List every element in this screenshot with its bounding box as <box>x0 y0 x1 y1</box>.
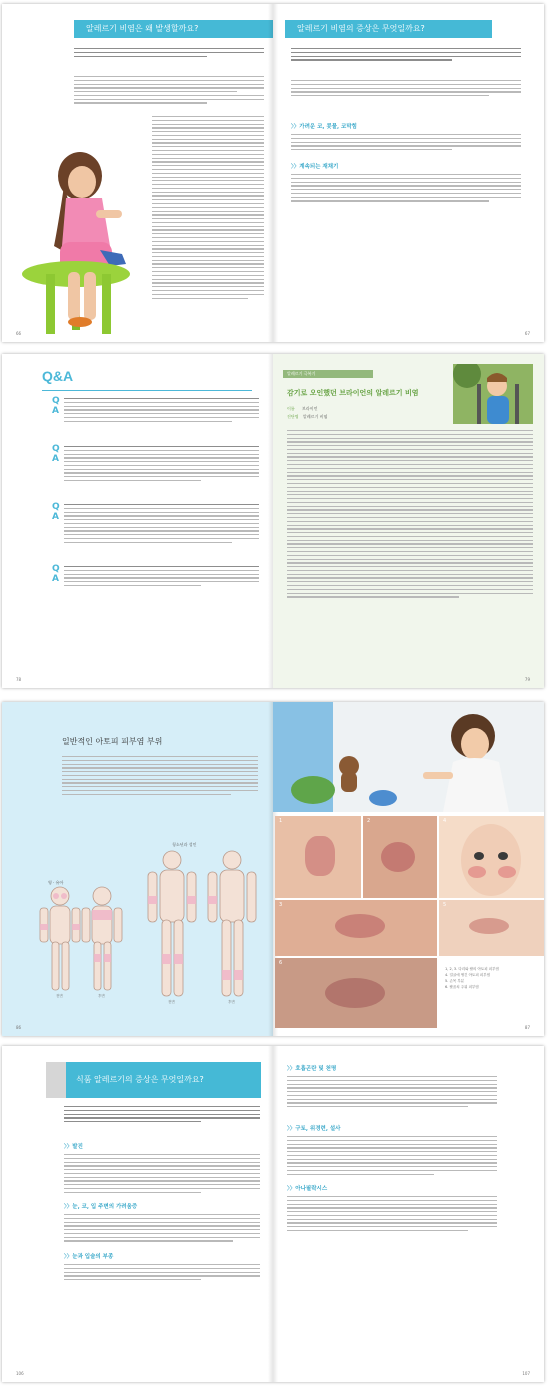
spread-food-allergy <box>2 1046 544 1382</box>
a-marker: A <box>52 574 59 584</box>
page-66 <box>2 4 273 342</box>
photo-captions <box>445 966 540 990</box>
qa-item-3 <box>52 502 259 546</box>
body-text <box>287 1196 497 1234</box>
body-text <box>287 1136 497 1178</box>
body-text <box>64 1154 260 1196</box>
subheading-swelling: 〉〉눈과 입술의 부종 <box>64 1254 114 1260</box>
boy-playground-photo <box>453 364 533 424</box>
question-text <box>64 446 259 447</box>
qa-title: Q&A <box>42 368 74 384</box>
body-text <box>74 76 264 106</box>
page-number: 106 <box>16 1371 24 1376</box>
page-78 <box>2 354 273 688</box>
label-adult: 영 · 유아 <box>48 880 64 885</box>
page-number: 87 <box>524 1025 530 1030</box>
subheading-vomiting: 〉〉구토, 위경련, 설사 <box>287 1126 341 1132</box>
photo-number: 3 <box>279 902 283 908</box>
q-marker: Q <box>52 502 60 512</box>
page-106 <box>2 1046 273 1382</box>
spread-allergic-rhinitis <box>2 4 544 342</box>
q-marker: Q <box>52 444 60 454</box>
section-title-banner: 알레르기 비염의 증상은 무엇일까요? <box>285 20 492 38</box>
answer-text <box>64 450 259 481</box>
subheading-breathing: 〉〉호흡곤란 및 천명 <box>287 1066 337 1072</box>
profile-name <box>287 406 317 412</box>
photo-number: 2 <box>367 818 371 824</box>
story-label-tag: 알레르기 극복기 <box>283 370 373 378</box>
intro-text <box>291 48 521 63</box>
skin-photo-2 <box>363 816 437 898</box>
section-title-banner: 식품 알레르기의 증상은 무엇일까요? <box>66 1062 261 1098</box>
a-marker: A <box>52 406 59 416</box>
banner-grey <box>46 1062 66 1098</box>
page-number: 79 <box>524 677 530 682</box>
caption: 6. 팔꿈치 주위 피부염 <box>445 985 479 989</box>
skin-photo-3 <box>275 900 437 956</box>
body-text <box>291 80 521 99</box>
photo-number: 1 <box>279 818 283 824</box>
answer-text <box>64 570 259 586</box>
skin-photo-4-face <box>439 816 544 898</box>
body-text <box>62 756 258 798</box>
skin-photo-6-elbow <box>275 958 437 1028</box>
skin-photo-5-wrist <box>439 900 544 956</box>
diagnosis-value: 알레르기 비염 <box>302 414 328 419</box>
intro-text <box>74 48 264 59</box>
spread-qa <box>2 354 544 688</box>
fig-label: 전면 <box>56 994 63 998</box>
photo-number: 5 <box>443 902 447 908</box>
body-text-right-column <box>152 116 264 301</box>
fig-label: 전면 <box>168 1000 175 1004</box>
caption: 1, 2, 3. 다리와 팔의 아토피 피부염 <box>445 967 499 971</box>
skin-photo-1 <box>275 816 361 898</box>
subheading-itchy-nose: 〉〉가려운 코, 콧물, 코막힘 <box>291 124 357 130</box>
subheading-rash: 〉〉발진 <box>64 1144 83 1150</box>
name-value: 브라이언 <box>302 406 318 411</box>
question-text <box>64 566 259 567</box>
spread-atopic-dermatitis <box>2 702 544 1036</box>
page-79 <box>273 354 544 688</box>
body-text <box>64 1214 260 1244</box>
girl-on-stool-photo <box>14 146 150 338</box>
caption: 5. 손목 부분 <box>445 979 465 983</box>
story-title: 감기로 오인했던 브라이언의 알레르기 비염 <box>287 389 419 397</box>
page-number: 66 <box>16 331 22 336</box>
section-title-banner: 알레르기 비염은 왜 발생할까요? <box>74 20 273 38</box>
qa-rule <box>42 390 252 391</box>
caption: 4. 얼굴에 생긴 아토피 피부염 <box>445 973 490 977</box>
subheading-sneezing: 〉〉계속되는 재채기 <box>291 164 339 170</box>
page-number: 86 <box>16 1025 22 1030</box>
story-body-text <box>287 430 533 600</box>
q-marker: Q <box>52 396 60 406</box>
intro-text <box>64 1106 260 1125</box>
page-87 <box>273 702 544 1036</box>
photo-number: 4 <box>443 818 447 824</box>
page-number: 107 <box>522 1371 530 1376</box>
profile-diagnosis <box>287 414 327 420</box>
page-67 <box>273 4 544 342</box>
page-number: 78 <box>16 677 22 682</box>
qa-item-1 <box>52 396 259 424</box>
name-label: 이름 <box>287 406 295 411</box>
qa-item-2 <box>52 444 259 484</box>
page-107 <box>273 1046 544 1382</box>
photo-number: 6 <box>279 960 283 966</box>
fig-label: 후면 <box>228 1000 235 1004</box>
page-number: 67 <box>524 331 530 336</box>
qa-item-4 <box>52 564 259 589</box>
a-marker: A <box>52 512 59 522</box>
section-title: 일반적인 아토피 피부염 부위 <box>62 737 163 746</box>
diagnosis-label: 진단명 <box>287 414 299 419</box>
body-text <box>287 1076 497 1110</box>
subheading-itching: 〉〉눈, 코, 입 주변의 가려움증 <box>64 1204 138 1210</box>
a-marker: A <box>52 454 59 464</box>
body-text <box>291 134 521 153</box>
answer-text <box>64 402 259 422</box>
fig-label: 후면 <box>98 994 105 998</box>
answer-text <box>64 508 259 543</box>
subheading-anaphylaxis: 〉〉아나필락시스 <box>287 1186 328 1192</box>
question-text <box>64 398 259 399</box>
body-text <box>291 174 521 204</box>
question-text <box>64 504 259 505</box>
body-text <box>64 1264 260 1283</box>
q-marker: Q <box>52 564 60 574</box>
label-child: 청소년과 성인 <box>172 842 197 847</box>
child-with-toys-photo <box>273 702 544 812</box>
page-86 <box>2 702 273 1036</box>
